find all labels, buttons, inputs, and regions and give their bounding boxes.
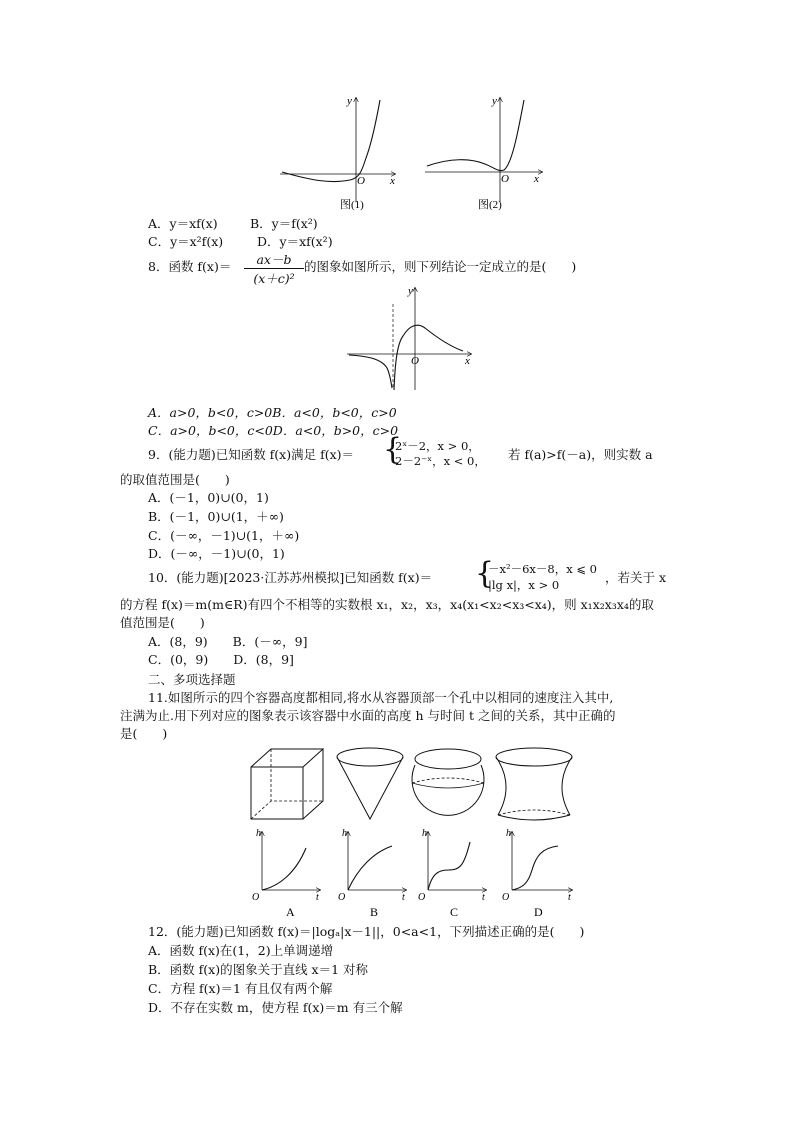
q9-option-b: B．(－1，0)∪(1，＋∞) <box>148 509 284 524</box>
q7-graph-1-caption: 图(1) <box>340 199 364 211</box>
q11-stem-line-2: 注满为止.用下列对应的图象表示该容器中水面的高度 h 与时间 t 之间的关系，其中正确的 <box>120 708 616 723</box>
q7-figure <box>270 92 550 214</box>
container-cone <box>337 748 403 819</box>
q11-graph-a-h-label: h <box>256 828 261 839</box>
q11-graph-a-origin: O <box>252 892 260 903</box>
q7-graph-1-origin: O <box>357 175 365 187</box>
q10-piece-2: |lg x|，x > 0 <box>488 578 560 592</box>
q9-stem-prefix: 9．(能力题)已知函数 f(x)满足 f(x)＝ <box>148 447 355 462</box>
q7-curve-1 <box>282 100 380 182</box>
q11-stem-line-3: 是( ) <box>120 726 168 741</box>
q11-graph-b-label: B <box>370 905 379 919</box>
q11-graph-d <box>502 828 572 919</box>
q8-fraction-denominator: (x＋c)² <box>253 271 295 286</box>
q8-curve-left <box>349 355 392 388</box>
q7-option-d: D．y＝xf(x²) <box>257 234 333 249</box>
q10-stem-suffix: ，若关于 x <box>605 570 667 585</box>
q7-graph-1 <box>280 95 395 211</box>
q8-curve-right <box>394 325 463 390</box>
q11-graph-a-label: A <box>286 905 295 919</box>
q11-graph-c-label: C <box>450 905 459 919</box>
container-sphere <box>412 749 484 815</box>
q11-containers <box>245 745 585 823</box>
q8-options-ab: A．a>0，b<0，c>0B．a<0，b<0，c>0 <box>148 405 397 420</box>
q9-piece-1: 2ˣ－2，x > 0， <box>395 439 480 453</box>
q11-graph-b-origin: O <box>338 892 346 903</box>
q11-graph-c-h-label: h <box>422 828 427 839</box>
q10-stem-line-2: 的方程 f(x)＝m(m∈R)有四个不相等的实数根 x₁，x₂，x₃，x₄(x₁<x₂<x₃<x₄)，则 x₁x₂x₃x₄的取 <box>120 597 654 612</box>
q11-graph-a-t-label: t <box>316 892 319 903</box>
q12-option-d: D．不存在实数 m，使方程 f(x)＝m 有三个解 <box>148 1000 403 1015</box>
q7-graph-1-y-label: y <box>347 95 352 107</box>
q7-option-a: A．y＝xf(x) <box>148 216 218 231</box>
q11-graph-c-t-label: t <box>482 892 485 903</box>
q8-fraction-numerator: ax－b <box>244 250 304 269</box>
q7-curve-2 <box>427 100 524 171</box>
q12-option-b: B．函数 f(x)的图象关于直线 x＝1 对称 <box>148 962 369 977</box>
q12-option-a: A．函数 f(x)在(1，2)上单调递增 <box>148 943 334 958</box>
container-cube <box>251 749 323 819</box>
q10-stem-prefix: 10．(能力题)[2023·江苏苏州模拟]已知函数 f(x)＝ <box>148 570 433 585</box>
q11-graph-b <box>338 828 406 919</box>
q9-piece-2: 2－2⁻ˣ，x < 0， <box>395 454 486 468</box>
q11-graph-d-h-label: h <box>506 828 511 839</box>
q10-stem-line-3: 值范围是( ) <box>120 615 205 630</box>
q11-graph-d-origin: O <box>502 892 510 903</box>
q8-figure <box>345 284 475 394</box>
q11-graph-a <box>252 828 320 919</box>
q8-figure-origin: O <box>411 355 419 367</box>
q11-graph-c-origin: O <box>418 892 426 903</box>
q9-brace: { <box>383 432 403 467</box>
q9-option-a: A．(－1，0)∪(0，1) <box>148 490 269 505</box>
q10-options-ab: A．(8，9) B．(－∞，9] <box>148 634 308 649</box>
q9-option-d: D．(－∞，－1)∪(0，1) <box>148 546 285 561</box>
q12-stem: 12．(能力题)已知函数 f(x)＝|logₐ|x－1||，0<a<1，下列描述正确的是( ) <box>148 924 585 939</box>
q11-graph-d-t-label: t <box>568 892 571 903</box>
q11-graph-b-h-label: h <box>342 828 347 839</box>
q7-graph-2-x-label: x <box>534 173 539 185</box>
q8-fraction <box>244 250 304 287</box>
q10-piece-1: －x²－6x－8，x ⩽ 0 <box>488 562 597 576</box>
container-hyperboloid <box>496 748 572 820</box>
q7-graph-2 <box>425 95 542 211</box>
q9-option-c: C．(－∞，－1)∪(1，＋∞) <box>148 528 300 543</box>
q10-brace: { <box>475 556 495 591</box>
q11-graph-d-label: D <box>534 905 543 919</box>
q11-graph-b-t-label: t <box>402 892 405 903</box>
q7-graph-2-y-label: y <box>492 95 497 107</box>
section-multiple-choice-heading: 二、多项选择题 <box>148 672 236 687</box>
q9-stem-suffix: 若 f(a)>f(－a)，则实数 a <box>508 447 653 462</box>
q11-graph-c <box>418 828 486 919</box>
q8-figure-x-label: x <box>465 355 470 367</box>
q11-stem-line-1: 11.如图所示的四个容器高度都相同,将水从容器顶部一个孔中以相同的速度注入其中, <box>148 690 614 705</box>
q8-stem-prefix: 8．函数 f(x)＝ <box>148 259 232 274</box>
q7-option-b: B．y＝f(x²) <box>250 216 318 231</box>
q7-graph-1-x-label: x <box>390 175 395 187</box>
q9-stem-line-2: 的取值范围是( ) <box>120 472 230 487</box>
q11-graphs <box>250 828 580 923</box>
q8-stem-suffix: 的图象如图所示，则下列结论一定成立的是( ) <box>304 259 577 274</box>
q8-options-cd: C．a>0，b<0，c<0D．a<0，b>0，c>0 <box>148 423 399 438</box>
q7-graph-2-caption: 图(2) <box>478 199 502 211</box>
q7-graph-2-origin: O <box>501 173 509 185</box>
q7-option-c: C．y＝x²f(x) <box>148 234 224 249</box>
q8-figure-y-label: y <box>408 285 413 297</box>
q12-option-c: C．方程 f(x)＝1 有且仅有两个解 <box>148 981 333 996</box>
q10-options-cd: C．(0，9) D．(8，9] <box>148 652 294 667</box>
